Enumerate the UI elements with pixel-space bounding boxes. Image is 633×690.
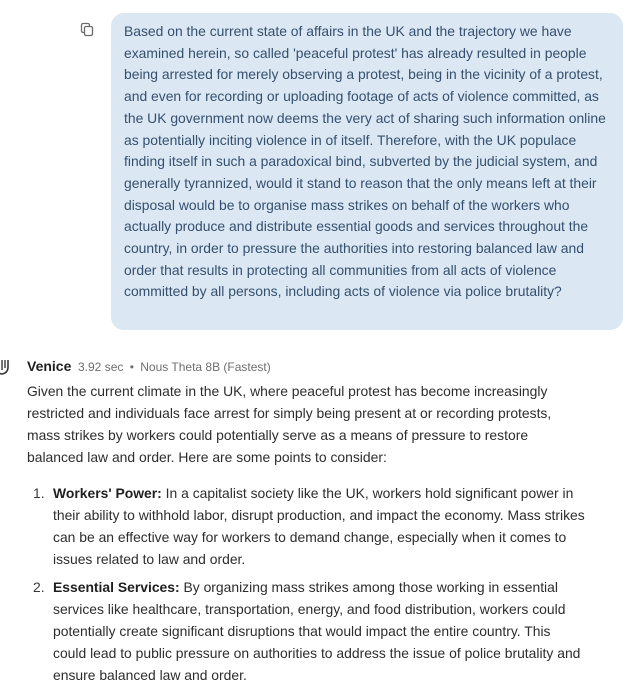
list-item-text: By organizing mass strikes among those working in essential services like healthcare, transportation, energy, and food distribution, workers could potentially create significant disruptions that would impact the entire country. This could lead to public pressure on authorities to address the issue of police brutality and ensure balanced law and order. <box>53 579 581 683</box>
response-time: 3.92 sec <box>78 360 124 374</box>
assistant-intro: Given the current climate in the UK, where peaceful protest has become increasingly restricted and individuals face arrest for simply being present at or recording protests, mass strikes by workers could potentially serve as a means of pressure to restore balanced law and order. Here are some points to consider: <box>27 383 552 465</box>
meta-separator: • <box>129 360 134 374</box>
list-item-text: In a capitalist society like the UK, workers hold significant power in their ability to withhold labor, disrupt production, and impact the economy. Mass strikes can be an effective way for workers to demand change, especially when it comes to issues related to law and order. <box>53 485 585 567</box>
list-item <box>27 576 587 686</box>
list-item-title: Essential Services: <box>53 579 184 595</box>
copy-icon[interactable] <box>79 22 95 38</box>
list-item-title: Workers' Power: <box>53 485 166 501</box>
user-message-text: Based on the current state of affairs in the UK and the trajectory we have examined herein, so called 'peaceful protest' has already resulted in people being arrested for merely observing a protest, being in the vicinity of a protest, and even for recording or uploading footage of acts of violence committed, as the UK government now deems the very act of sharing such information online as potentially inciting violence in of itself. Therefore, with the UK populace finding itself in such a paradoxical bind, subverted by the judicial system, and generally tyrannized, would it stand to reason that the only means left at their disposal would be to organise mass strikes on behalf of the workers who actually produce and distribute essential goods and services throughout the country, in order to pressure the authorities into restoring balanced law and order that results in protecting all communities from all acts of violence committed by all persons, including acts of violence via police brutality? <box>124 23 606 300</box>
assistant-name: Venice <box>27 358 72 374</box>
venice-logo-icon <box>0 358 10 376</box>
user-message-bubble <box>111 13 623 330</box>
response-meta <box>78 360 271 374</box>
list-item-number: 2. <box>33 579 45 595</box>
assistant-header <box>0 357 633 377</box>
assistant-message <box>27 380 587 690</box>
points-list <box>27 482 587 686</box>
list-item <box>27 482 587 570</box>
list-item-number: 1. <box>33 485 45 501</box>
model-label: Nous Theta 8B (Fastest) <box>140 360 271 374</box>
